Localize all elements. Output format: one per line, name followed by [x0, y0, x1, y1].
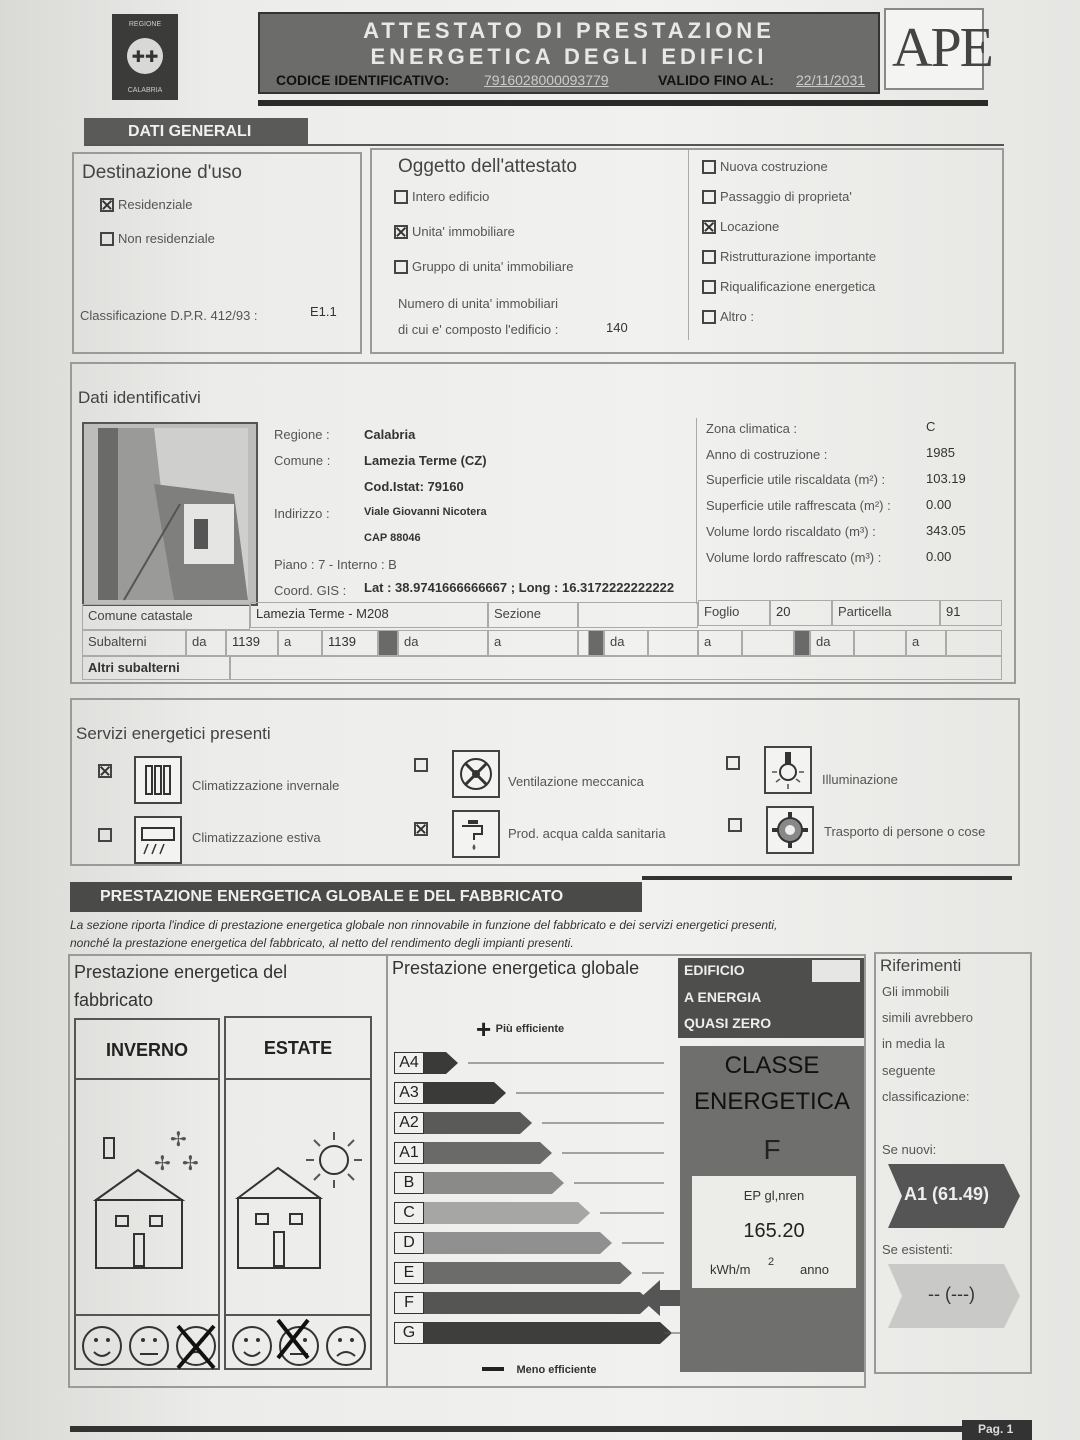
cap-value: CAP 88046: [364, 532, 421, 544]
grid-shade: [378, 630, 398, 656]
classificazione-value: E1.1: [310, 304, 337, 319]
subalterni-a-label: a: [278, 630, 322, 656]
codice-label: CODICE IDENTIFICATIVO:: [276, 72, 450, 88]
comune-catastale-value: Lamezia Terme - M208: [250, 602, 488, 628]
vol-raff-label: Volume lordo raffrescato (m³) :: [706, 550, 882, 565]
locazione-checkbox[interactable]: [702, 220, 716, 234]
motivo-divider: [688, 150, 689, 340]
piu-efficiente: [476, 1014, 564, 1045]
residenziale-checkbox[interactable]: [100, 198, 114, 212]
nzeb-line-3: QUASI ZERO: [684, 1015, 772, 1031]
destinazione-title: Destinazione d'uso: [82, 162, 242, 183]
subalterni-a-value: 1139: [322, 630, 378, 656]
class-label-a1: A1: [394, 1142, 424, 1164]
minus-icon: [482, 1367, 504, 1371]
winter-house-icon: [78, 1110, 218, 1270]
ep-unit-exp: 2: [768, 1256, 775, 1268]
class-bar-a2: [424, 1112, 684, 1134]
gruppo-unita-label: Gruppo di unita' immobiliare: [412, 259, 574, 274]
piu-efficiente-label: Più efficiente: [495, 1023, 565, 1035]
rif-text-2: simili avrebbero: [882, 1010, 974, 1025]
class-bar-d: [424, 1232, 684, 1254]
zona-label: Zona climatica :: [706, 421, 798, 436]
destinazione-box: [72, 152, 362, 354]
particella-value: 91: [940, 600, 1002, 626]
codice-value: 7916028000093779: [484, 72, 609, 88]
nzeb-line-2: A ENERGIA: [684, 989, 762, 1005]
subalterni-da-4-label: da: [810, 630, 854, 656]
class-pointer-arrow: [640, 1278, 684, 1318]
illuminazione-label: Illuminazione: [822, 772, 898, 787]
summer-house-icon: [228, 1110, 372, 1270]
section-title-dati-generali: DATI GENERALI: [128, 123, 252, 140]
numero-unita-value: 140: [606, 320, 628, 335]
air-conditioner-icon: [134, 816, 182, 864]
subalterni-a-4-value: [946, 630, 1002, 656]
clim-estiva-checkbox[interactable]: [98, 828, 112, 842]
trasporto-label: Trasporto di persone o cose: [824, 824, 986, 839]
indirizzo-label: Indirizzo :: [274, 506, 330, 521]
ristrutturazione-option[interactable]: [702, 248, 876, 266]
unita-immobiliare-label: Unita' immobiliare: [412, 224, 515, 239]
class-label-d: D: [394, 1232, 424, 1254]
class-row-a3: [394, 1082, 684, 1104]
svg-text:CALABRIA: CALABRIA: [127, 87, 163, 94]
non-residenziale-option[interactable]: [100, 230, 215, 248]
sup-risc-label: Superficie utile riscaldata (m²) :: [706, 472, 886, 487]
altro-option[interactable]: [702, 308, 754, 326]
class-label-a4: A4: [394, 1052, 424, 1074]
riferimenti-box: [874, 952, 1032, 1374]
intro-text-2: nonché la prestazione energetica del fabbricato, al netto del rendimento degli impianti presenti.: [70, 936, 574, 950]
indirizzo-value: Viale Giovanni Nicotera: [364, 506, 487, 518]
radiator-icon: [134, 756, 182, 804]
inverno-rating-faces: [78, 1318, 220, 1374]
building-photo: [82, 422, 258, 606]
subalterni-a-3-value: [742, 630, 794, 656]
identificativi-divider: [696, 418, 697, 604]
comune-label: Comune :: [274, 453, 331, 468]
nuova-costruzione-checkbox[interactable]: [702, 160, 716, 174]
valido-value: 22/11/2031: [796, 72, 866, 88]
sup-raff-value: 0.00: [926, 497, 952, 512]
foglio-value: 20: [770, 600, 832, 626]
nzeb-checkbox-area: [812, 960, 860, 982]
classe-label-2: ENERGETICA: [693, 1088, 851, 1115]
rif-text-4: seguente: [882, 1063, 936, 1078]
valido-label: VALIDO FINO AL:: [658, 72, 774, 88]
acqua-calda-label: Prod. acqua calda sanitaria: [508, 826, 666, 841]
header-rule: [258, 100, 988, 106]
class-bar-g: [424, 1322, 684, 1344]
gear-icon: [766, 806, 814, 854]
riqualificazione-checkbox[interactable]: [702, 280, 716, 294]
ep-box: [692, 1176, 856, 1288]
estate-panel: [224, 1016, 372, 1370]
classe-box: [680, 1046, 864, 1372]
riqualificazione-option[interactable]: [702, 278, 875, 296]
fabbricato-divider: [386, 956, 388, 1386]
subalterni-a-2-label: a: [488, 630, 578, 656]
piano-value: Piano : 7 - Interno : B: [274, 557, 397, 572]
nzeb-line-1: EDIFICIO: [684, 962, 745, 978]
identificativi-title: Dati identificativi: [78, 388, 201, 407]
trasporto-checkbox[interactable]: [728, 818, 742, 832]
class-row-a1: [394, 1142, 684, 1164]
lightbulb-icon: [764, 746, 812, 794]
class-bar-c: [424, 1202, 684, 1224]
non-residenziale-checkbox[interactable]: [100, 232, 114, 246]
passaggio-proprieta-checkbox[interactable]: [702, 190, 716, 204]
classe-value: F: [763, 1134, 781, 1165]
subalterni-da-4-value: [854, 630, 906, 656]
clim-estiva-label: Climatizzazione estiva: [192, 830, 321, 845]
ape-logo: [884, 8, 992, 90]
fabbricato-title-2: fabbricato: [74, 990, 154, 1010]
sup-raff-label: Superficie utile raffrescata (m²) :: [706, 498, 891, 513]
building-photo-image: [84, 424, 256, 604]
class-label-b: B: [394, 1172, 424, 1194]
locazione-label: Locazione: [720, 219, 780, 234]
estate-label: ESTATE: [263, 1038, 333, 1058]
passaggio-proprieta-label: Passaggio di proprieta': [720, 189, 852, 204]
acqua-calda-checkbox[interactable]: [414, 822, 428, 836]
vol-raff-value: 0.00: [926, 549, 952, 564]
sezione-label: Sezione: [488, 602, 578, 628]
esistenti-value: -- (---): [928, 1284, 975, 1304]
riqualificazione-label: Riqualificazione energetica: [720, 279, 876, 294]
vol-risc-label: Volume lordo riscaldato (m³) :: [706, 524, 876, 539]
class-row-a4: [394, 1052, 684, 1074]
zona-value: C: [926, 419, 936, 434]
ep-label: EP gl,nren: [743, 1188, 805, 1203]
class-label-f: F: [394, 1292, 424, 1314]
comune-catastale-label: Comune catastale: [82, 604, 250, 630]
water-tap-icon: [452, 810, 500, 858]
sezione-value: [578, 602, 698, 628]
footer-rule: [70, 1426, 1030, 1432]
class-bar-a1: [424, 1142, 684, 1164]
illuminazione-checkbox[interactable]: [726, 756, 740, 770]
anno-value: 1985: [926, 445, 955, 460]
ep-unit-anno: anno: [800, 1262, 829, 1277]
ventilazione-label: Ventilazione meccanica: [508, 774, 644, 789]
grid-shade-3: [794, 630, 810, 656]
ventilazione-checkbox[interactable]: [414, 758, 428, 772]
nuovi-value: A1 (61.49): [904, 1184, 990, 1204]
ape-logo-text: APE: [892, 17, 992, 79]
coord-value: Lat : 38.9741666666667 ; Long : 16.3172222222222: [364, 580, 675, 595]
classificazione-label: Classificazione D.P.R. 412/93 :: [80, 308, 258, 323]
title-banner: [258, 12, 880, 94]
subalterni-a-3-label: a: [698, 630, 742, 656]
clim-invernale-checkbox[interactable]: [98, 764, 112, 778]
ristrutturazione-checkbox[interactable]: [702, 250, 716, 264]
svg-text:✢: ✢: [182, 1153, 199, 1175]
numero-unita-label-2: di cui e' composto l'edificio :: [398, 322, 559, 337]
class-row-b: [394, 1172, 684, 1194]
globale-title: Prestazione energetica globale: [392, 958, 640, 978]
nuova-costruzione-option[interactable]: [702, 158, 828, 176]
vol-risc-value: 343.05: [926, 523, 966, 538]
page-number: [962, 1420, 1032, 1440]
anno-label: Anno di costruzione :: [706, 447, 828, 462]
class-label-c: C: [394, 1202, 424, 1224]
class-bar-a4: [424, 1052, 684, 1074]
rif-text-1: Gli immobili: [882, 984, 950, 999]
unita-immobiliare-checkbox[interactable]: [394, 225, 408, 239]
intero-edificio-label: Intero edificio: [412, 189, 490, 204]
meno-efficiente: [482, 1360, 597, 1378]
subalterni-label: Subalterni: [82, 630, 186, 656]
regione-value: Calabria: [364, 427, 416, 442]
rif-text-5: classificazione:: [882, 1089, 970, 1104]
section-dati-generali: [84, 118, 308, 146]
oggetto-box: [370, 148, 1004, 354]
unita-immobiliare-option[interactable]: [394, 223, 515, 241]
class-label-a3: A3: [394, 1082, 424, 1104]
subalterni-a-4-label: a: [906, 630, 946, 656]
riferimenti-title: Riferimenti: [880, 956, 962, 975]
regione-label: Regione :: [274, 427, 330, 442]
clim-invernale-label: Climatizzazione invernale: [192, 778, 340, 793]
class-bar-b: [424, 1172, 684, 1194]
residenziale-option[interactable]: [100, 196, 192, 214]
subalterni-da-2-label: da: [398, 630, 488, 656]
se-nuovi-label: Se nuovi:: [882, 1142, 937, 1157]
region-crest-icon: [112, 14, 178, 100]
section-rule: [84, 144, 1004, 146]
meno-efficiente-label: Meno efficiente: [516, 1364, 597, 1376]
section-prestazione: [70, 882, 642, 912]
estate-rating-faces: [228, 1318, 372, 1374]
subalterni-da-label: da: [186, 630, 226, 656]
subalterni-da-3-value: [648, 630, 698, 656]
intero-edificio-checkbox[interactable]: [394, 190, 408, 204]
intero-edificio-option[interactable]: [394, 188, 489, 206]
grid-shade-2: [588, 630, 604, 656]
class-bar-a3: [424, 1082, 684, 1104]
ep-unit: kWh/m: [710, 1262, 751, 1277]
inverno-panel: [74, 1018, 220, 1370]
oggetto-title: Oggetto dell'attestato: [398, 156, 577, 177]
nuova-costruzione-label: Nuova costruzione: [720, 159, 828, 174]
class-row-c: [394, 1202, 684, 1224]
fabbricato-title-1: Prestazione energetica del: [74, 962, 288, 982]
subalterni-da-3-label: da: [604, 630, 648, 656]
plus-icon: +: [476, 1014, 492, 1044]
sup-risc-value: 103.19: [926, 471, 966, 486]
inverno-label: INVERNO: [105, 1040, 188, 1060]
gruppo-unita-checkbox[interactable]: [394, 260, 408, 274]
section-title-prestazione: PRESTAZIONE ENERGETICA GLOBALE E DEL FABBRICATO: [100, 888, 564, 905]
non-residenziale-label: Non residenziale: [118, 231, 215, 246]
altro-label: Altro :: [720, 309, 754, 324]
class-label-a2: A2: [394, 1112, 424, 1134]
particella-label: Particella: [832, 600, 940, 626]
class-label-g: G: [394, 1322, 424, 1344]
coord-label: Coord. GIS :: [274, 583, 347, 598]
istat-value: Cod.Istat: 79160: [364, 479, 464, 494]
numero-unita-label-1: Numero di unita' immobiliari: [398, 296, 558, 311]
ep-value: 165.20: [743, 1220, 805, 1242]
svg-text:✢: ✢: [170, 1129, 187, 1151]
class-label-e: E: [394, 1262, 424, 1284]
page-number-text: Pag. 1: [978, 1422, 1014, 1436]
class-row-d: [394, 1232, 684, 1254]
servizi-title: Servizi energetici presenti: [76, 724, 271, 743]
classe-label-1: CLASSE: [724, 1052, 820, 1079]
altri-subalterni-label: Altri subalterni: [82, 656, 230, 680]
servizi-box: [70, 698, 1020, 866]
passaggio-proprieta-option[interactable]: [702, 188, 852, 206]
region-logo: [112, 14, 178, 100]
prestazione-rule: [642, 876, 1012, 880]
locazione-option[interactable]: [702, 218, 779, 236]
svg-text:✚✚: ✚✚: [131, 49, 159, 66]
title-line-2: ENERGETICA DEGLI EDIFICI: [370, 44, 768, 69]
fan-icon: [452, 750, 500, 798]
subalterni-da-value: 1139: [226, 630, 278, 656]
svg-text:✢: ✢: [154, 1153, 171, 1175]
title-line-1: ATTESTATO DI PRESTAZIONE: [363, 18, 775, 43]
class-row-g: [394, 1322, 684, 1344]
nzeb-box: [678, 958, 864, 1038]
comune-value: Lamezia Terme (CZ): [364, 453, 487, 468]
residenziale-label: Residenziale: [118, 197, 193, 212]
altri-subalterni-value: [230, 656, 1002, 680]
altro-checkbox[interactable]: [702, 310, 716, 324]
rif-text-3: in media la: [882, 1036, 945, 1051]
gruppo-unita-option[interactable]: [394, 258, 573, 276]
ristrutturazione-label: Ristrutturazione importante: [720, 249, 877, 264]
svg-text:REGIONE: REGIONE: [128, 21, 162, 28]
identificativi-box: [70, 362, 1016, 684]
class-row-a2: [394, 1112, 684, 1134]
foglio-label: Foglio: [698, 600, 770, 626]
intro-text-1: La sezione riporta l'indice di prestazione energetica globale non rinnovabile in funzione del fabbricato e dei servizi energetici presenti,: [70, 918, 778, 932]
se-esistenti-label: Se esistenti:: [882, 1242, 953, 1257]
